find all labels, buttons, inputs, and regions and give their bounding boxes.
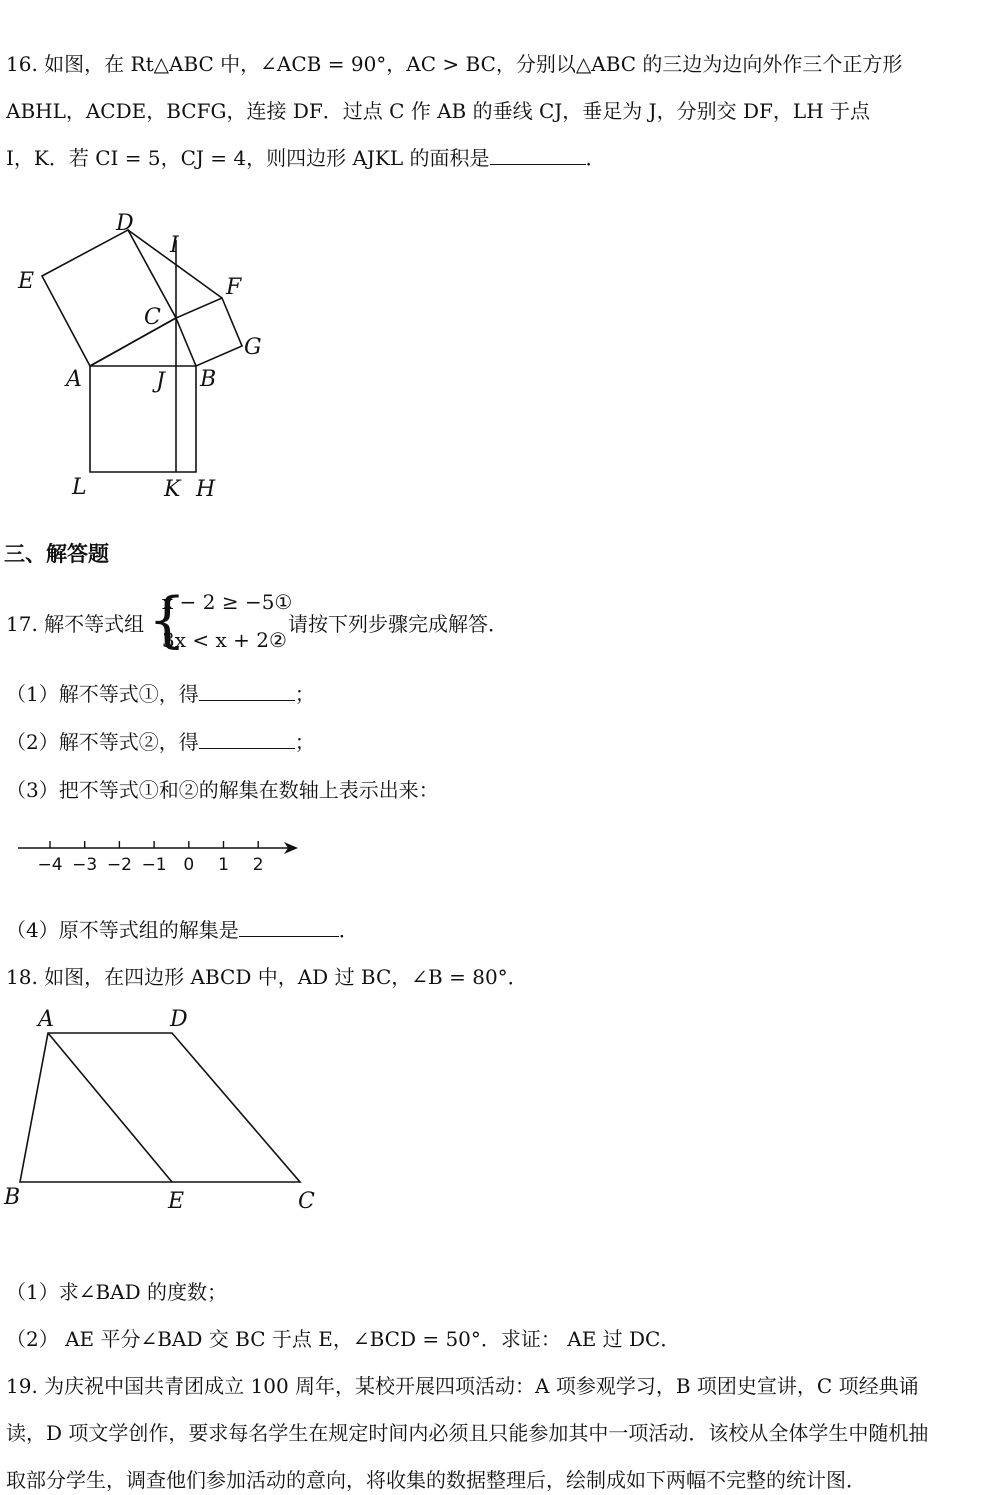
label-d: D [116,211,134,236]
q17-step-1-text: （1）解不等式①，得 [6,682,199,706]
segment-ac [90,318,176,366]
q17-step-2-blank [199,730,295,749]
axis-tick-label: 2 [252,855,264,875]
q17-step-2 [6,728,315,756]
q17-step-3: （3）把不等式①和②的解集在数轴上表示出来： [6,778,439,802]
q17-inequality-1: x − 2 ≥ −5① [162,590,293,614]
q17-step-4 [6,916,359,944]
label-i: I [170,233,179,258]
quadrilateral-abcd [20,1033,300,1182]
q17-step-4-end: ． [338,918,359,942]
q16-figure [0,200,300,510]
label-a: A [38,1007,54,1032]
q17-step-4-blank [239,918,339,937]
label-h: H [196,477,216,502]
axis-tick-label: −4 [37,855,63,875]
square-abhl [90,366,196,472]
q17-inequality-2: 3x < x + 2② [162,628,287,652]
q17-prefix: 17. 解不等式组 [6,612,145,636]
label-j: J [156,369,165,394]
label-g: G [244,335,262,360]
section-heading: 三、解答题 [4,542,109,566]
q19-line-2: 读，D 项文学创作，要求每名学生在规定时间内必须且只能参加其中一项活动．该校从全体学生中随机抽 [6,1421,929,1445]
segment-ae [48,1033,172,1182]
label-f: F [226,275,242,300]
q17-step-1-blank [199,682,295,701]
square-bcfg [176,298,242,366]
label-e: E [168,1189,185,1214]
axis-tick-label: 0 [183,855,195,875]
q18-part-1: （1）求∠BAD 的度数； [6,1280,228,1304]
q18-part-2: （2） AE 平分∠BAD 交 BC 于点 E，∠BCD = 50°．求证： AE 过 DC． [6,1327,681,1351]
label-c: C [298,1189,315,1214]
q17-step-2-end: ； [294,730,315,754]
q17-step-1 [6,680,315,708]
q17-step-2-text: （2）解不等式②，得 [6,730,199,754]
q16-line-3-text: I，K．若 CI = 5，CJ = 4，则四边形 AJKL 的面积是 [6,146,490,170]
q17-step-4-text: （4）原不等式组的解集是 [6,918,239,942]
q19-line-1: 19. 为庆祝中国共青团成立 100 周年，某校开展四项活动：A 项参观学习，B 项团史宣讲，C 项经典诵 [6,1374,919,1398]
q19-line-3: 取部分学生，调查他们参加活动的意向，将收集的数据整理后，绘制成如下两幅不完整的统计图． [6,1468,866,1492]
axis-tick-label: −2 [106,855,132,875]
axis-tick-label: −1 [141,855,167,875]
q16-line-1: 16. 如图，在 Rt△ABC 中，∠ACB = 90°，AC > BC，分别以△ABC 的三边为边向外作三个正方形 [6,52,903,76]
label-b: B [4,1185,21,1210]
q18-figure [0,1000,340,1220]
label-a: A [66,367,82,392]
q17-suffix: 请按下列步骤完成解答． [288,612,508,636]
axis-tick-label: −3 [72,855,98,875]
label-c: C [144,305,161,330]
q16-line-3-end: ． [585,146,606,170]
axis-tick-label: 1 [218,855,229,875]
label-d: D [170,1007,188,1032]
label-e: E [18,269,35,294]
system-brace: { [148,585,187,655]
q17-step-1-end: ； [294,682,315,706]
q16-line-3 [6,144,606,172]
label-b: B [200,367,217,392]
q16-answer-blank [490,146,586,165]
q18-line-1: 18. 如图，在四边形 ABCD 中，AD 过 BC，∠B = 80°． [6,965,528,989]
label-l: L [72,475,87,500]
number-line [0,826,320,886]
q16-line-2: ABHL，ACDE，BCFG，连接 DF．过点 C 作 AB 的垂线 CJ，垂足为 J，分别交 DF，LH 于点 [6,99,871,123]
label-k: K [164,477,181,502]
